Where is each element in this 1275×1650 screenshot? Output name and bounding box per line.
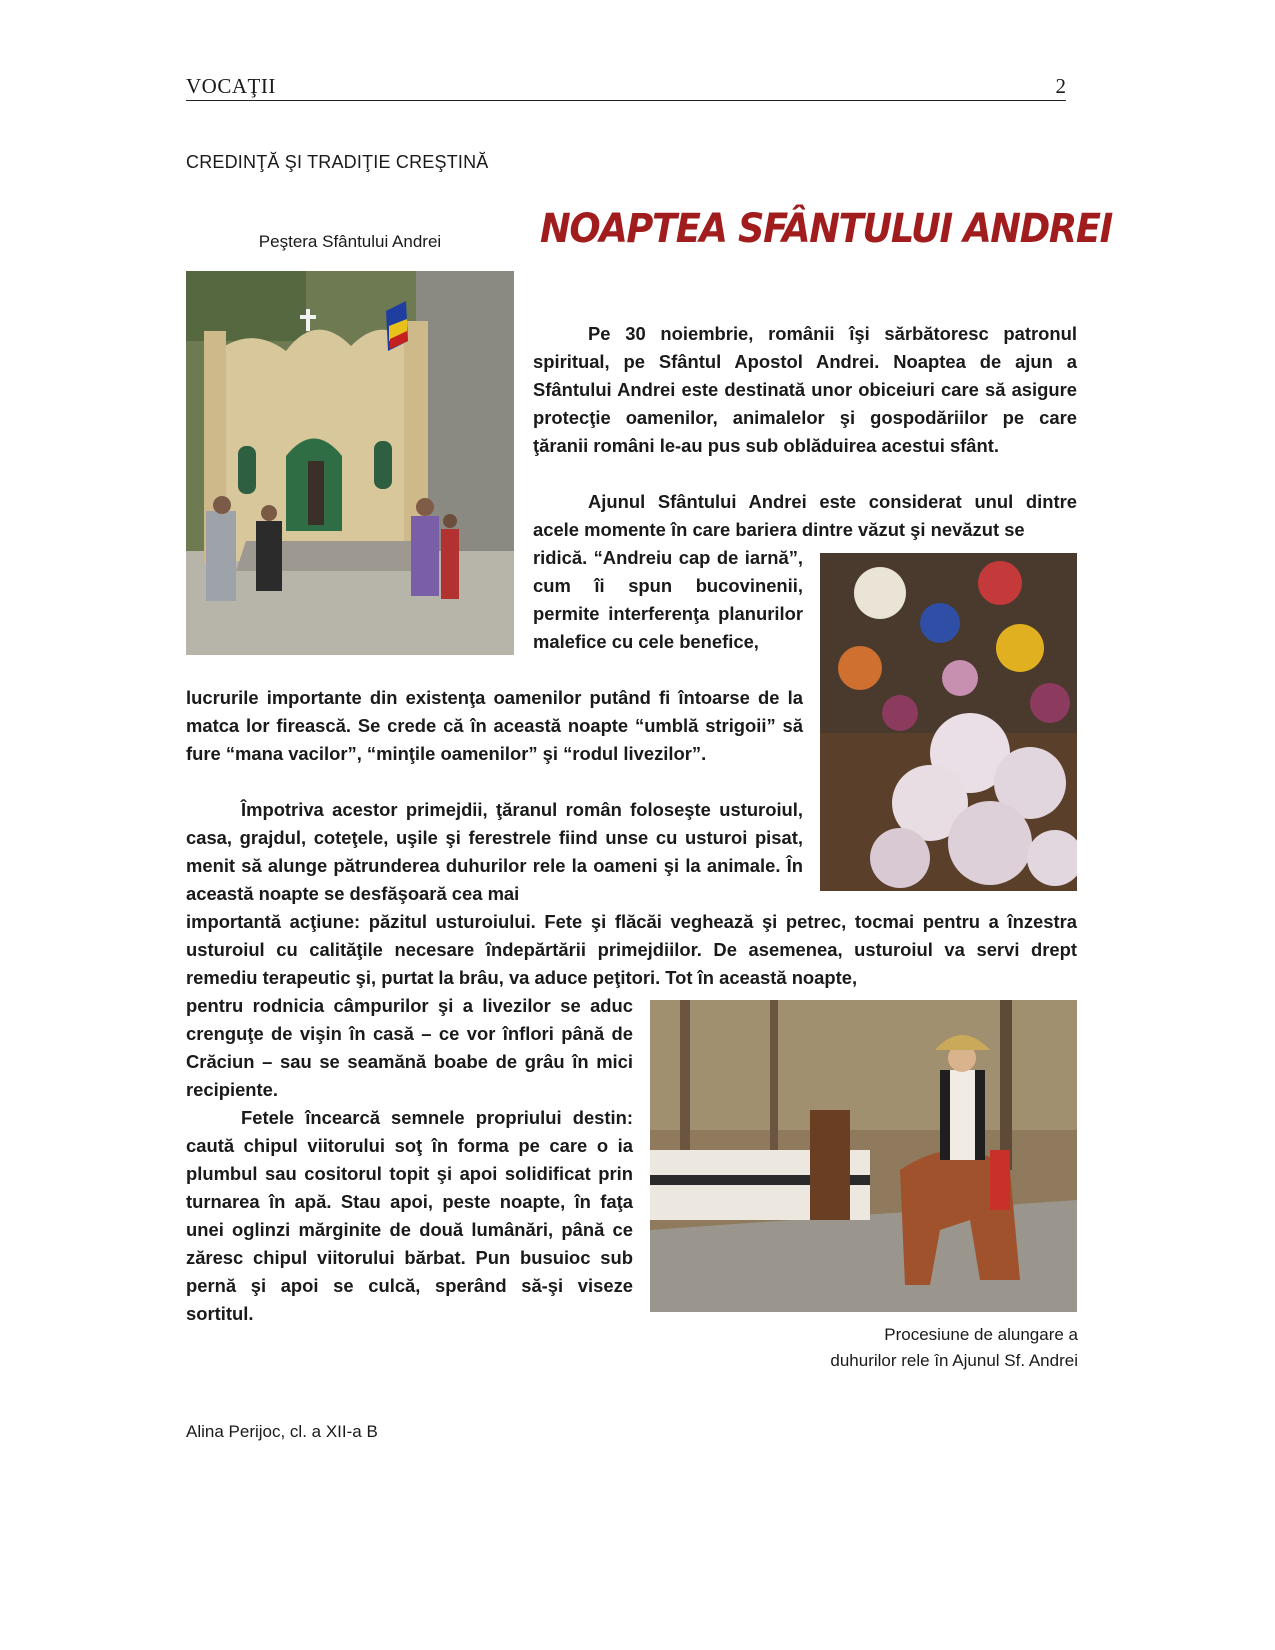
paragraph-4-text: Fetele încearcă semnele propriului destin: caută chipul viitorului soţ în forma pe care o ia plumbul sau cositorul topit şi apoi solidificat prin turnarea în apă. Stau apoi, peste noapte, în faţa unei oglinzi mărginite de două lumânări, până ce zăresc chipul viitorului bărbat. Pun busuioc sub pernă şi apoi se culcă, sperând să-şi viseze sortitul. <box>186 1107 633 1324</box>
paragraph-2b <box>533 544 803 656</box>
paragraph-2a <box>533 488 1077 544</box>
article-title: NOAPTEA SFÂNTULUI ANDREI <box>540 206 1112 252</box>
paragraph-3c <box>186 992 633 1104</box>
procession-caption-line1: Procesiune de alungare a <box>884 1325 1078 1344</box>
paragraph-1 <box>533 320 1077 460</box>
paragraph-4 <box>186 1104 633 1328</box>
garlic-flowers-photo <box>820 553 1077 891</box>
page-number: 2 <box>1055 74 1066 98</box>
paragraph-3b-text: importantă acţiune: păzitul usturoiului. Fete şi flăcăi veghează şi petrec, tocmai pentru a înzestra usturoiul cu calităţile necesare îndepărtării primejdiilor. De asemenea, usturoiul va servi drept remediu terapeutic şi, purtat la brâu, va aduce peţitori. Tot în această noapte, <box>186 911 1077 988</box>
paragraph-2c-text: lucrurile importante din existenţa oamenilor putând fi întoarse de la matca lor firească. Se crede că în această noapte “umblă strigoii” să fure “mana vacilor”, “minţile oamenilor” şi “rodul livezilor”. <box>186 687 803 764</box>
paragraph-3a-text: Împotriva acestor primejdii, ţăranul român foloseşte usturoiul, casa, grajdul, coteţele, uşile şi ferestrele fiind unse cu usturoi pisat, menit să alunge pătrunderea duhurilor rele la oameni şi la animale. În această noapte se desfăşoară cea mai <box>186 799 803 904</box>
procession-photo <box>650 1000 1077 1312</box>
magazine-name: VOCAŢII <box>186 74 276 98</box>
cave-chapel-photo <box>186 271 514 655</box>
paragraph-3c-text: pentru rodnicia câmpurilor şi a livezilor se aduc crenguţe de vişin în casă – ce vor înflori până de Crăciun – sau se seamănă boabe de grâu în mici recipiente. <box>186 995 633 1100</box>
author-line: Alina Perijoc, cl. a XII-a B <box>186 1422 378 1441</box>
paragraph-3a <box>186 796 803 908</box>
cave-photo-caption: Peştera Sfântului Andrei <box>258 232 442 251</box>
paragraph-1-text: Pe 30 noiembrie, românii îşi sărbătoresc patronul spiritual, pe Sfântul Apostol Andrei. Noaptea de ajun a Sfântului Andrei este destinată unor obiceiuri care să asigure protecţie oamenilor, animalelor şi gospodăriilor pe care ţăranii români le-au pus sub oblăduirea acestui sfânt. <box>533 323 1077 456</box>
paragraph-3b <box>186 908 1077 992</box>
procession-photo-caption <box>700 1322 1078 1374</box>
paragraph-2c <box>186 684 803 768</box>
paragraph-2b-text: ridică. “Andreiu cap de iarnă”, cum îi spun bucovinenii, permite interferenţa planurilor malefice cu cele benefice, <box>533 547 803 652</box>
page-header <box>186 74 1066 101</box>
procession-caption-line2: duhurilor rele în Ajunul Sf. Andrei <box>830 1351 1078 1370</box>
section-title: CREDINŢĂ ŞI TRADIŢIE CREŞTINĂ <box>186 152 489 172</box>
paragraph-2a-text: Ajunul Sfântului Andrei este considerat unul dintre acele momente în care bariera dintre văzut şi nevăzut se <box>533 491 1077 540</box>
